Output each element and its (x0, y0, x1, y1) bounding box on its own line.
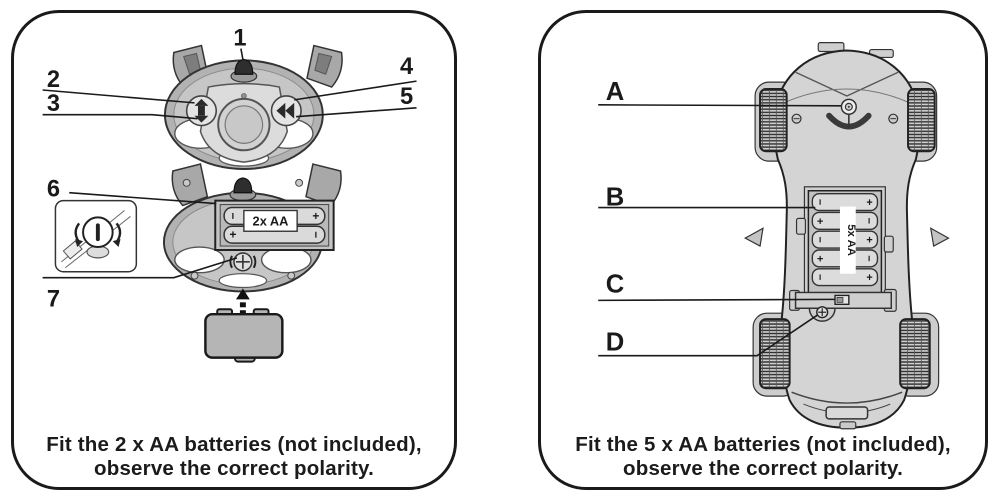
screwdriver-blade (96, 223, 100, 241)
minus-terminal-mark: − (813, 273, 826, 281)
caption-line-2: observe the correct polarity. (94, 456, 374, 480)
car-underside (745, 43, 948, 429)
minus-terminal-mark: − (862, 217, 875, 225)
front-right-wheel (908, 89, 935, 151)
cover-plate (205, 314, 282, 357)
remote-instructions-panel (11, 10, 457, 490)
remote-caption (28, 433, 440, 480)
switch-knob (837, 297, 843, 302)
callout-6-label: 6 (46, 176, 61, 203)
steering-button (271, 96, 301, 126)
plus-terminal-mark: + (817, 253, 824, 266)
rear-left-wheel (760, 319, 790, 388)
callout-d-label: D (605, 328, 625, 357)
cover-rail (790, 290, 897, 312)
callout-7-label: 7 (46, 286, 61, 313)
callout-1-label: 1 (233, 25, 247, 52)
plus-terminal-mark: + (817, 215, 824, 228)
callout-a-line (598, 105, 841, 106)
left-mirror (745, 228, 763, 246)
plus-terminal-mark: + (866, 272, 873, 285)
minus-terminal-mark: − (813, 198, 826, 206)
front-left-wheel (760, 89, 787, 151)
callout-a-label: A (605, 77, 625, 106)
battery-count-text: 5x AA (844, 224, 857, 256)
car-battery-compartment (797, 187, 894, 298)
plus-terminal-mark: + (866, 234, 873, 247)
minus-terminal-mark: − (813, 236, 826, 243)
right-mirror (931, 228, 949, 246)
remote-diagram (14, 13, 454, 487)
callout-5-label: 5 (400, 83, 414, 110)
plus-terminal-mark: + (229, 227, 237, 242)
throttle-button (187, 96, 217, 126)
minus-terminal-mark: − (862, 255, 875, 262)
led-indicator (241, 93, 246, 98)
arrow-bar (198, 106, 205, 116)
caption-line-2: observe the correct polarity. (623, 456, 903, 480)
compartment-tab (797, 218, 806, 234)
plus-terminal-mark: + (866, 197, 873, 210)
car-diagram (541, 13, 985, 487)
steering-knob (225, 106, 262, 144)
rear-right-wheel (900, 319, 930, 388)
right-paddle (306, 164, 341, 205)
remote-front-view (165, 46, 342, 169)
compartment-tab (884, 236, 893, 252)
battery-count-text: 2x AA (252, 213, 289, 229)
remove-cover-arrow (236, 289, 250, 316)
callout-c-line (598, 299, 835, 300)
bottom-cutout (219, 274, 266, 288)
rear-tab (840, 422, 856, 429)
callout-3-label: 3 (46, 90, 61, 117)
car-instructions-panel (538, 10, 988, 490)
callout-2-label: 2 (46, 67, 61, 94)
antenna-knob (234, 178, 252, 193)
battery-cover (205, 309, 282, 361)
rear-plate (826, 407, 867, 419)
remote-battery-compartment (215, 201, 333, 250)
callout-b-label: B (605, 183, 625, 212)
rim-screw (191, 272, 198, 279)
screwdriver-inset (55, 201, 136, 272)
callout-c-label: C (605, 270, 625, 299)
rim-screw (288, 272, 295, 279)
minus-terminal-mark: − (308, 231, 323, 239)
paddle-screw (296, 179, 303, 186)
plus-terminal-mark: + (312, 208, 320, 223)
callout-4-label: 4 (400, 54, 414, 81)
minus-terminal-mark: − (226, 212, 241, 220)
paddle-screw (183, 179, 190, 186)
car-caption (555, 433, 971, 480)
caption-line-1: Fit the 5 x AA batteries (not included), (575, 433, 951, 456)
caption-line-1: Fit the 2 x AA batteries (not included), (46, 433, 422, 456)
